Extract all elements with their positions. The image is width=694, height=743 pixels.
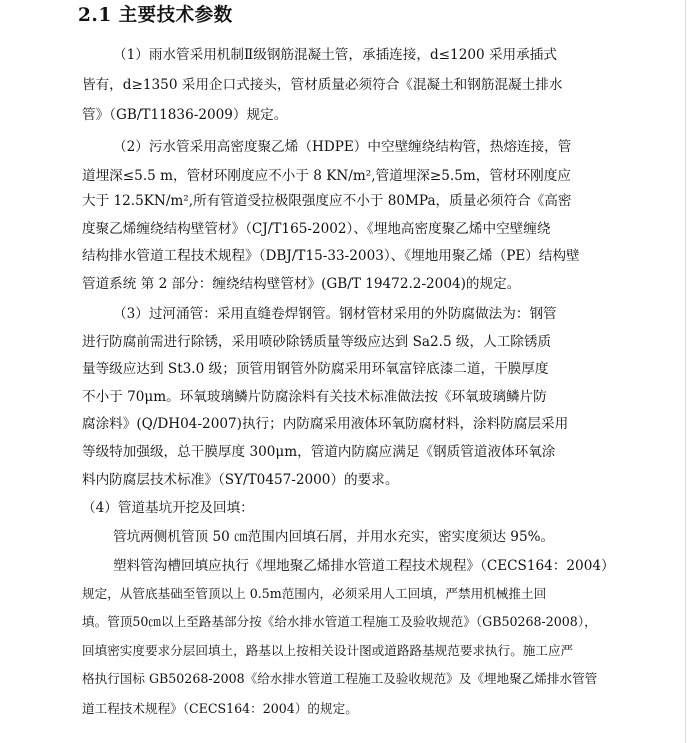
paragraph-4-line-3: 规定，从管底基础至管顶以上 0.5m范围内，必须采用人工回填，严禁用机械推土回 [82,586,547,601]
paragraph-2-line-1: （2）污水管采用高密度聚乙烯（HDPE）中空壁缠绕结构管，热熔连接，管 [113,139,572,155]
paragraph-4-line-4: 填。管顶50㎝以上至路基部分按《给水排水管道工程施工及验收规范》（GB50268-2008）， [82,614,597,629]
section-heading: 2.1 主要技术参数 [78,5,233,26]
paragraph-2-line-5: 结构排水管道工程技术规程》（DBJ/T15-33-2003）、《埋地用聚乙烯（PE）结构壁 [82,248,580,264]
paragraph-4-heading: （4）管道基坑开挖及回填： [82,500,254,516]
paragraph-4-line-1: 管坑两侧机管顶 50 ㎝范围内回填石屑，并用水充实，密实度须达 95%。 [113,529,555,545]
page-right-border [685,0,686,743]
paragraph-3-line-1: （3）过河涌管：采用直缝卷焊钢管。钢材管材采用的外防腐做法为：钢管 [113,306,557,322]
paragraph-1-line-3: 管》（GB/T11836-2009）规定。 [82,107,288,123]
paragraph-4-line-6: 格执行国标 GB50268-2008《给水排水管道工程施工及验收规范》及《埋地聚乙烯排水管管 [82,671,598,686]
paragraph-3-line-2: 进行防腐前需进行除锈，采用喷砂除锈质量等级应达到 Sa2.5 级，人工除锈质 [82,334,552,350]
paragraph-3-line-3: 量等级应达到 St3.0 级；顶管用钢管外防腐采用环氧富锌底漆二道，干膜厚度 [82,361,549,377]
paragraph-1-line-1: （1）雨水管采用机制Ⅱ级钢筋混凝土管，承插连接，d≤1200 采用承插式 [113,47,557,63]
paragraph-1-line-2: 皆有，d≥1350 采用企口式接头，管材质量必须符合《混凝土和钢筋混凝土排水 [82,77,563,93]
paragraph-4-line-5: 回填密实度要求分层回填土，路基以上按相关设计图或道路路基规范要求执行。施工应严 [82,643,574,658]
paragraph-2-line-3: 大于 12.5KN/m²,所有管道受拉极限强度应不小于 80MPa，质量必须符合《高密 [82,193,572,209]
paragraph-4-line-2: 塑料管沟槽回填应执行《埋地聚乙烯排水管道工程技术规程》（CECS164：2004） [113,558,615,574]
paragraph-2-line-2: 道埋深≤5.5 m，管材环刚度应不小于 8 KN/m²,管道埋深≥5.5m，管材环刚度应 [82,168,571,184]
paragraph-3-line-6: 等级特加强级，总干膜厚度 300μm，管道内防腐应满足《钢质管道液体环氧涂 [82,444,556,460]
paragraph-3-line-4: 不小于 70μm。环氧玻璃鳞片防腐涂料有关技术标准做法按《环氧玻璃鳞片防 [82,389,547,405]
paragraph-3-line-7: 料内防腐层技术标准》（SY/T0457-2000）的要求。 [82,472,399,488]
paragraph-2-line-4: 度聚乙烯缠绕结构壁管材》（CJ/T165-2002）、《埋地高密度聚乙烯中空壁缠绕 [82,221,551,237]
paragraph-2-line-6: 管道系统 第 2 部分：缠绕结构壁管材》(GB/T 19472.2-2004)的规定。 [82,276,521,292]
paragraph-3-line-5: 腐涂料》(Q/DH04-2007)执行；内防腐采用液体环氧防腐材料，涂料防腐层采用 [82,416,569,432]
paragraph-4-line-7: 道工程技术规程》（CECS164：2004）的规定。 [82,701,358,716]
